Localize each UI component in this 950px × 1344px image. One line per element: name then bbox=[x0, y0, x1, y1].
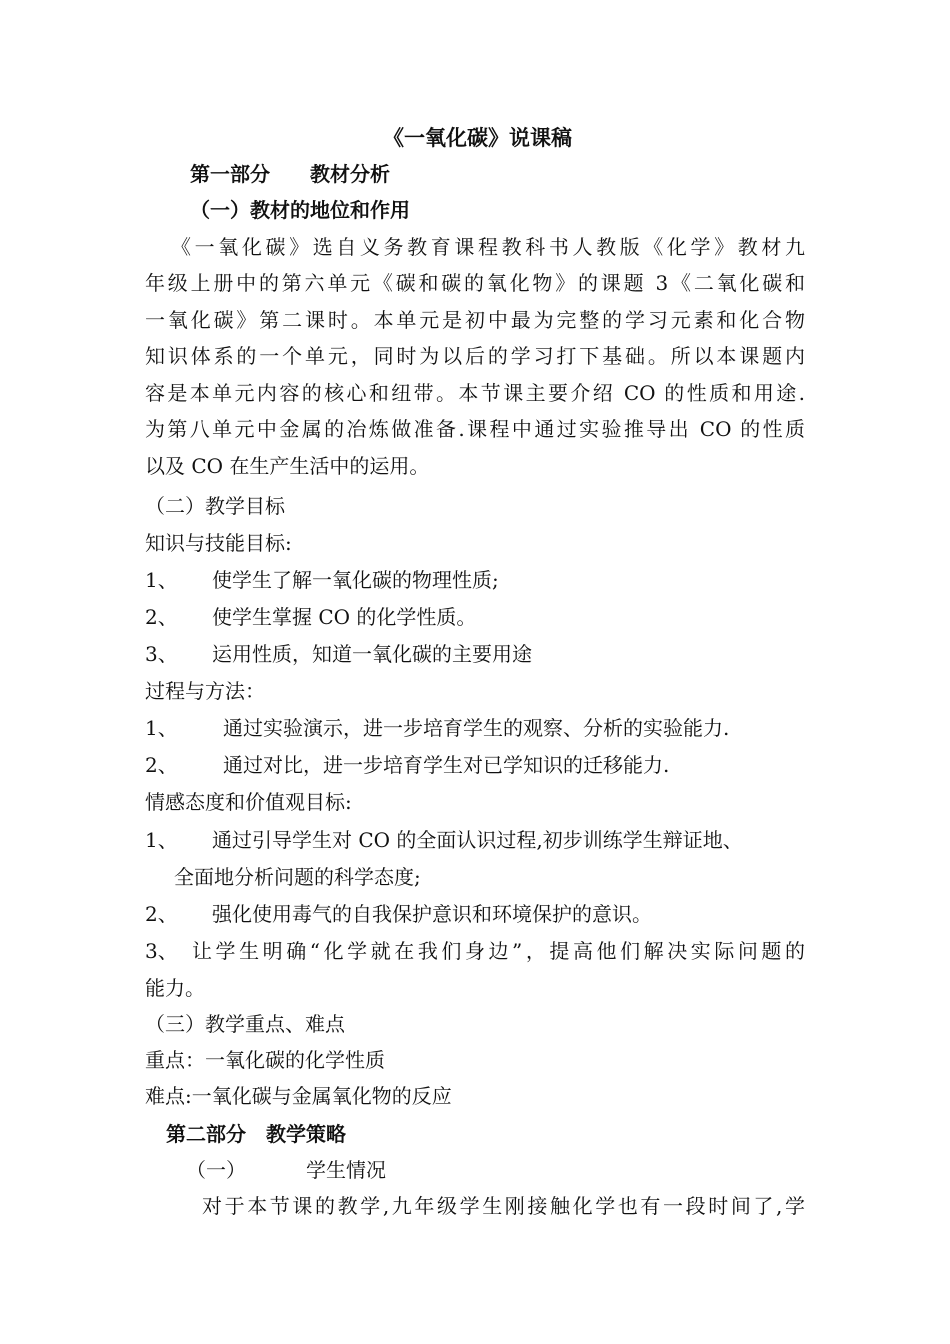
part2-section1-title: 学生情况 bbox=[306, 1158, 386, 1182]
section2-heading: （二）教学目标 bbox=[145, 494, 285, 518]
paragraph-line: 年级上册中的第六单元《碳和碳的氧化物》的课题 3《二氧化碳和 bbox=[145, 271, 805, 295]
list-item: 让学生明确“化学就在我们身边”，提高他们解决实际问题的 bbox=[192, 939, 805, 963]
paragraph-line: 一氧化碳》第二课时。本单元是初中最为完整的学习元素和化合物 bbox=[145, 308, 805, 332]
paragraph-line: 以及 CO 在生产生活中的运用。 bbox=[145, 454, 430, 478]
list-number: 2、 bbox=[145, 605, 178, 629]
paragraph-line: 对于本节课的教学,九年级学生刚接触化学也有一段时间了,学 bbox=[202, 1194, 805, 1218]
part2-heading: 第二部分 教学策略 bbox=[166, 1122, 346, 1146]
knowledge-label: 知识与技能目标: bbox=[145, 531, 292, 555]
list-number: 3、 bbox=[145, 642, 178, 666]
part2-section1-number: （一） bbox=[186, 1158, 246, 1182]
list-item: 通过对比，进一步培育学生对已学知识的迁移能力. bbox=[223, 753, 670, 777]
list-item: 强化使用毒气的自我保护意识和环境保护的意识。 bbox=[212, 902, 652, 926]
list-item: 通过实验演示，进一步培育学生的观察、分析的实验能力. bbox=[223, 716, 730, 740]
list-item: 使学生了解一氧化碳的物理性质; bbox=[212, 568, 499, 592]
list-item: 运用性质，知道一氧化碳的主要用途 bbox=[212, 642, 532, 666]
list-item: 使学生掌握 CO 的化学性质。 bbox=[212, 605, 477, 629]
list-number: 1、 bbox=[145, 828, 178, 852]
list-item-continuation: 全面地分析问题的科学态度; bbox=[174, 865, 421, 889]
list-number: 2、 bbox=[145, 902, 178, 926]
paragraph-line: 知识体系的一个单元，同时为以后的学习打下基础。所以本课题内 bbox=[145, 344, 805, 368]
paragraph-line: 为第八单元中金属的冶炼做准备.课程中通过实验推导出 CO 的性质 bbox=[145, 417, 805, 441]
document-title: 《一氧化碳》说课稿 bbox=[383, 125, 572, 150]
list-number: 1、 bbox=[145, 716, 178, 740]
difficulty: 难点:一氧化碳与金属氧化物的反应 bbox=[145, 1084, 452, 1108]
list-item: 通过引导学生对 CO 的全面认识过程,初步训练学生辩证地、 bbox=[212, 828, 743, 852]
paragraph-line: 容是本单元内容的核心和纽带。本节课主要介绍 CO 的性质和用途. bbox=[145, 381, 805, 405]
process-label: 过程与方法： bbox=[145, 679, 265, 703]
emotion-label: 情感态度和价值观目标: bbox=[145, 790, 352, 814]
part1-heading: 第一部分 教材分析 bbox=[190, 162, 390, 186]
list-number: 2、 bbox=[145, 753, 178, 777]
list-item-continuation: 能力。 bbox=[145, 976, 205, 1000]
paragraph-line: 《一氧化碳》选自义务教育课程教科书人教版《化学》教材九 bbox=[171, 235, 805, 259]
section1-heading: （一）教材的地位和作用 bbox=[190, 198, 410, 222]
section3-heading: （三）教学重点、难点 bbox=[145, 1012, 345, 1036]
key-point: 重点：一氧化碳的化学性质 bbox=[145, 1048, 385, 1072]
list-number: 1、 bbox=[145, 568, 178, 592]
list-number: 3、 bbox=[145, 939, 178, 963]
